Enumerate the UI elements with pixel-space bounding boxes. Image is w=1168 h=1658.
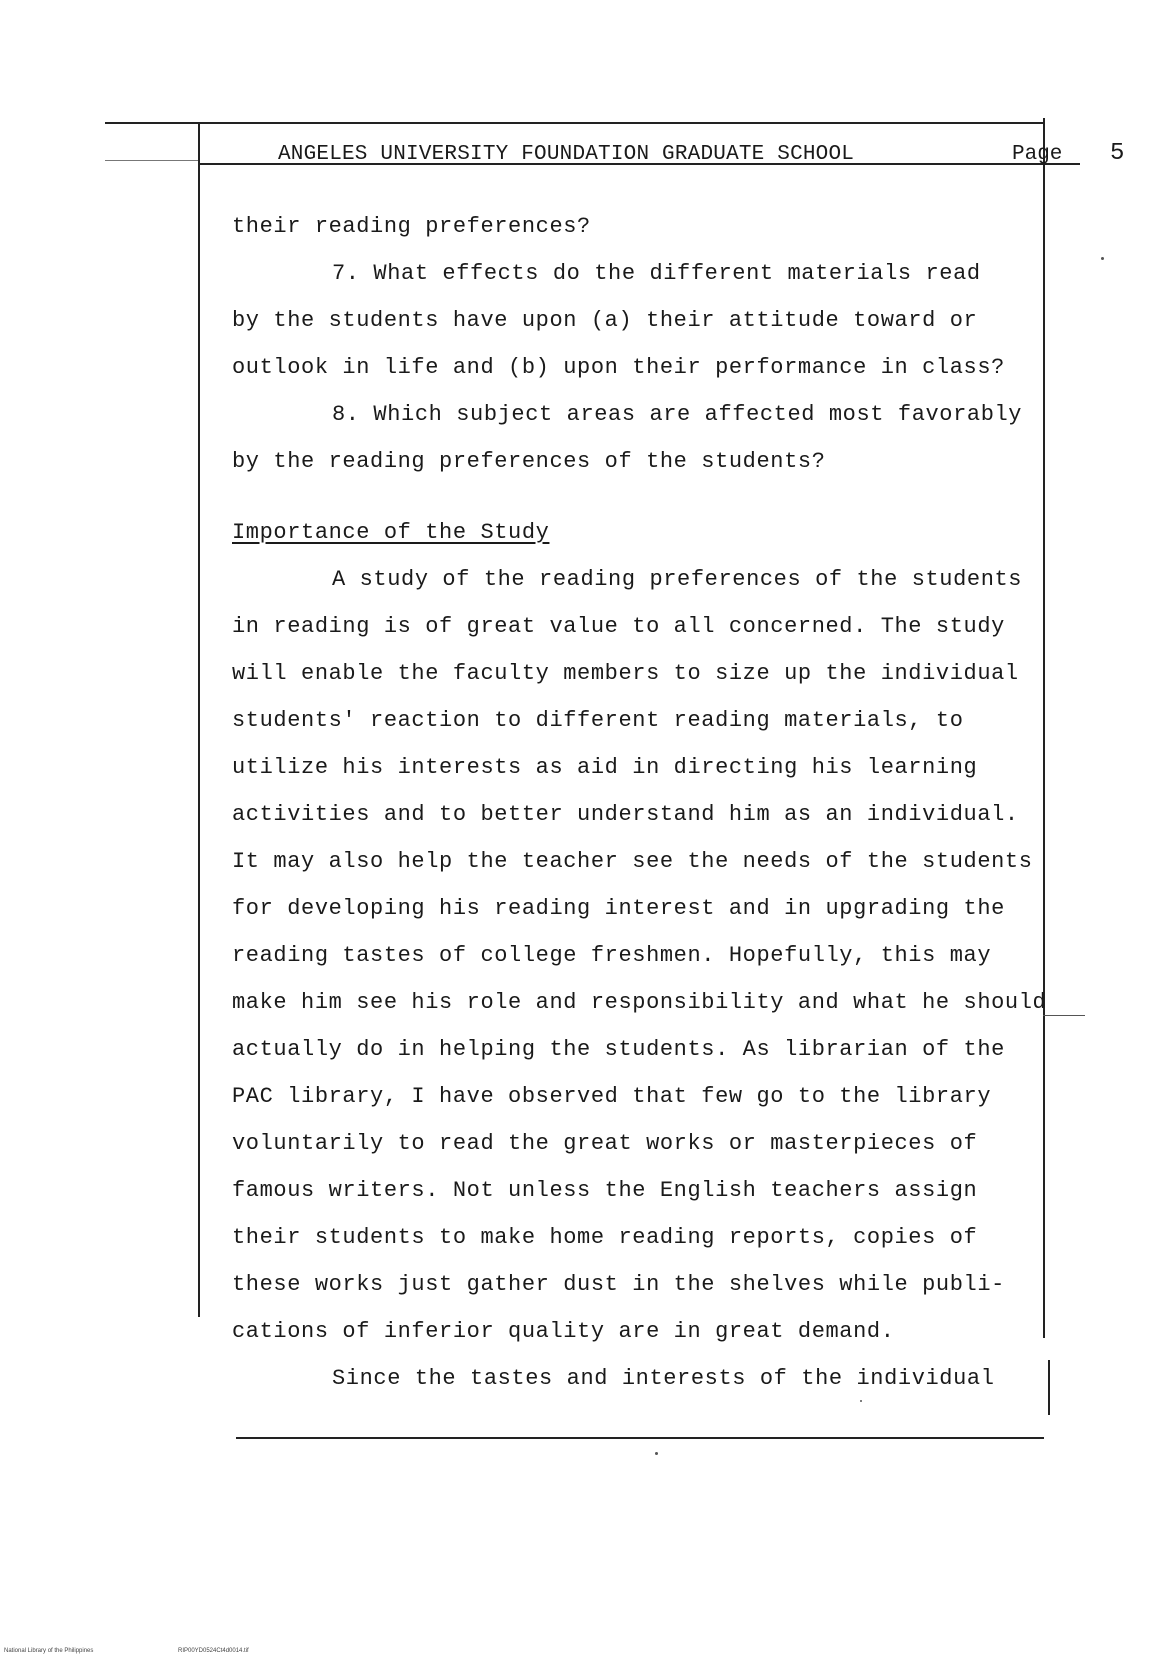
paragraph-line: famous writers. Not unless the English teachers assign — [232, 1178, 978, 1203]
bottom-rule — [236, 1437, 1044, 1439]
left-margin-rule — [198, 122, 200, 1317]
body-line: 7. What effects do the different materials read — [332, 261, 981, 286]
right-tick — [1043, 1015, 1085, 1016]
paragraph-line: for developing his reading interest and in upgrading the — [232, 896, 1005, 921]
footer-left: National Library of the Philippines — [4, 1648, 94, 1654]
paragraph-line: make him see his role and responsibility and what he should — [232, 990, 1047, 1015]
body-line: by the reading preferences of the students? — [232, 449, 826, 474]
paragraph-line: these works just gather dust in the shelves while publi- — [232, 1272, 1005, 1297]
running-header-title: ANGELES UNIVERSITY FOUNDATION GRADUATE SCHOOL — [278, 143, 855, 166]
scan-speck — [655, 1452, 658, 1455]
body-line: 8. Which subject areas are affected most favorably — [332, 402, 1023, 427]
page-label: Page — [1012, 143, 1063, 166]
paragraph-line: It may also help the teacher see the needs of the students — [232, 849, 1033, 874]
right-margin-rule — [1043, 118, 1045, 1338]
body-line: their reading preferences? — [232, 214, 591, 239]
scan-speck — [1101, 257, 1104, 260]
scan-speck — [860, 1400, 862, 1402]
paragraph-line: voluntarily to read the great works or masterpieces of — [232, 1131, 978, 1156]
paragraph-line: utilize his interests as aid in directing his learning — [232, 755, 978, 780]
section-heading: Importance of the Study — [232, 520, 550, 545]
paragraph-line: their students to make home reading reports, copies of — [232, 1225, 978, 1250]
paragraph-line: in reading is of great value to all concerned. The study — [232, 614, 1005, 639]
paragraph-line: actually do in helping the students. As librarian of the — [232, 1037, 1005, 1062]
body-line: by the students have upon (a) their attitude toward or — [232, 308, 978, 333]
top-rule — [105, 122, 1045, 124]
paragraph-line: cations of inferior quality are in great demand. — [232, 1319, 895, 1344]
right-lower-rule — [1048, 1360, 1050, 1415]
paragraph-line: students' reaction to different reading materials, to — [232, 708, 964, 733]
body-line: outlook in life and (b) upon their performance in class? — [232, 355, 1005, 380]
page-number: 5 — [1110, 140, 1125, 167]
paragraph-line: PAC library, I have observed that few go to the library — [232, 1084, 992, 1109]
paragraph-line: Since the tastes and interests of the individual — [332, 1366, 995, 1391]
paragraph-line: reading tastes of college freshmen. Hopefully, this may — [232, 943, 992, 968]
footer-right: RIP00YD0524Ct4d0014.tif — [178, 1648, 249, 1654]
paragraph-line: A study of the reading preferences of the students — [332, 567, 1023, 592]
paragraph-line: will enable the faculty members to size up the individual — [232, 661, 1019, 686]
paragraph-line: activities and to better understand him as an individual. — [232, 802, 1019, 827]
left-stub-rule — [105, 160, 198, 161]
